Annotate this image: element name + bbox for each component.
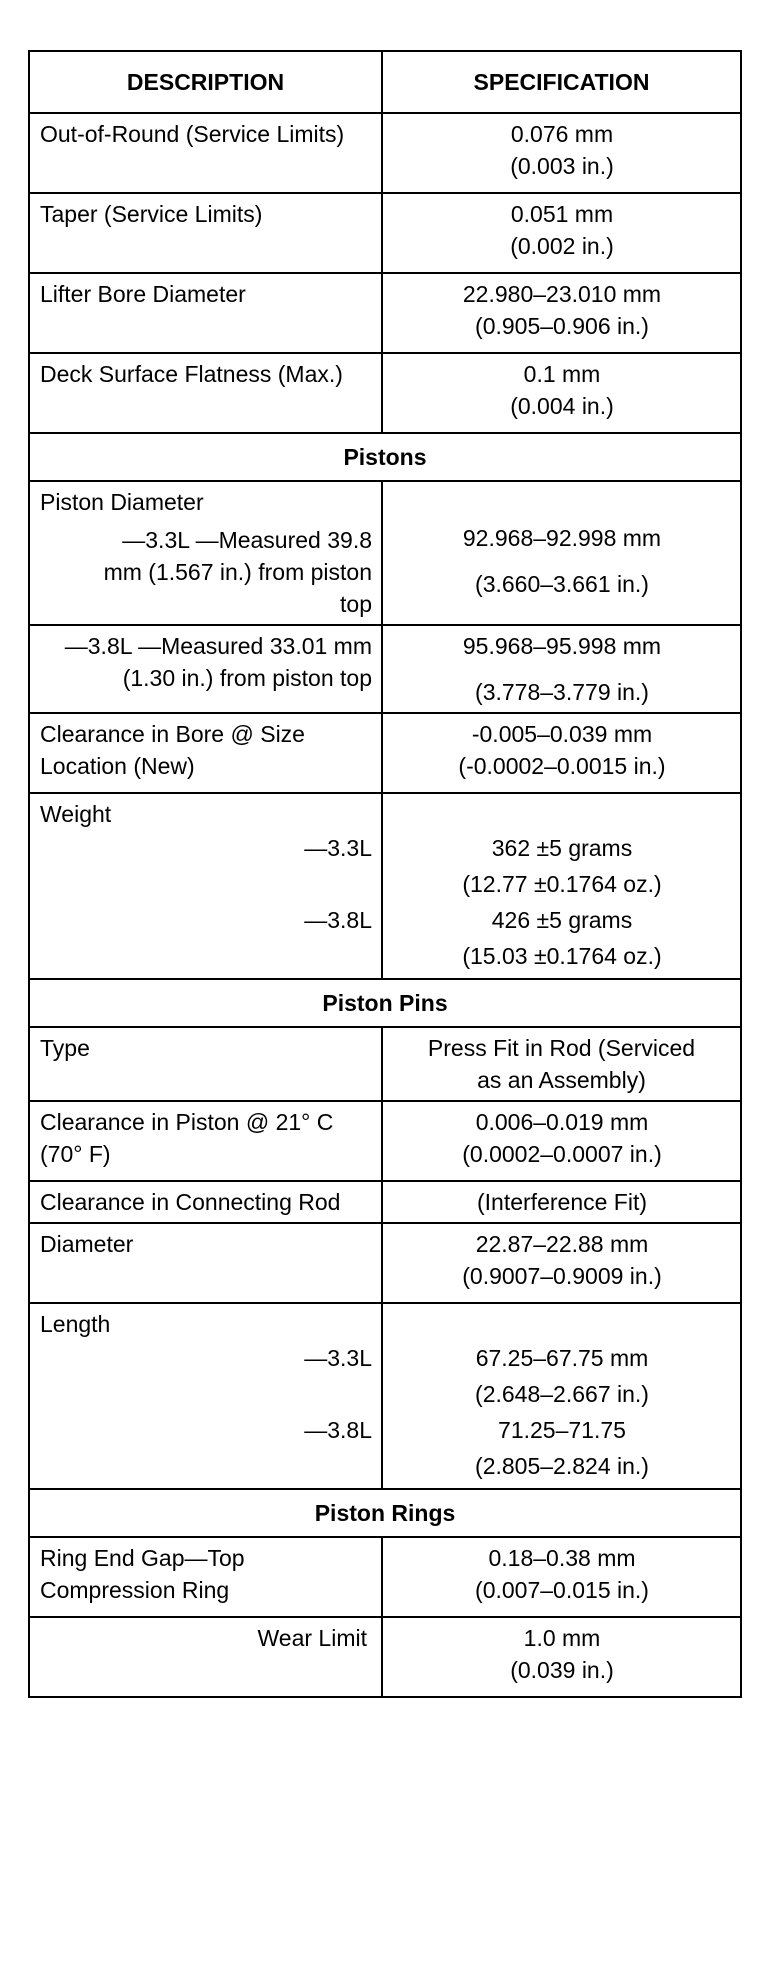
table-row <box>29 1027 741 1101</box>
table-row <box>29 1537 741 1617</box>
spec-metric: 22.980–23.010 mm <box>462 281 662 307</box>
section-title-piston-pins: Piston Pins <box>29 979 741 1027</box>
section-title-piston-rings: Piston Rings <box>29 1489 741 1537</box>
section-title-pistons: Pistons <box>29 433 741 481</box>
table-row <box>29 625 741 713</box>
table-row <box>29 793 741 979</box>
table-row <box>29 481 741 625</box>
spec-metric: 71.25–71.75 <box>498 1417 626 1443</box>
spec-metric: 95.968–95.998 mm <box>462 633 662 659</box>
spec-imperial: (0.007–0.015 in.) <box>475 1577 649 1603</box>
spec-imperial: (0.039 in.) <box>510 1657 614 1683</box>
table-row <box>29 353 741 433</box>
spec-imperial: (3.660–3.661 in.) <box>475 571 649 597</box>
row-description <box>29 793 382 979</box>
row-spec <box>382 1617 741 1697</box>
row-spec <box>382 113 741 193</box>
row-description: Out-of-Round (Service Limits) <box>29 113 382 193</box>
spec-metric: 22.87–22.88 mm <box>475 1231 649 1257</box>
row-spec <box>382 481 741 625</box>
length-33-label: —3.3L <box>304 1345 372 1371</box>
row-description <box>29 481 382 625</box>
row-description: Clearance in Connecting Rod <box>29 1181 382 1223</box>
spec-imperial: (12.77 ±0.1764 oz.) <box>462 871 662 897</box>
spec-imperial: (0.002 in.) <box>510 233 614 259</box>
spec-imperial: (0.003 in.) <box>510 153 614 179</box>
row-spec <box>382 1223 741 1303</box>
table-row <box>29 193 741 273</box>
piston-diameter-33-label: —3.3L —Measured 39.8 mm (1.567 in.) from piston top <box>103 527 372 617</box>
spec-metric: 0.076 mm <box>510 121 614 147</box>
spec-metric: 67.25–67.75 mm <box>475 1345 649 1371</box>
row-description: Type <box>29 1027 382 1101</box>
row-description: Clearance in Piston @ 21° C (70° F) <box>29 1101 382 1181</box>
spec-metric: -0.005–0.039 mm <box>471 721 653 747</box>
table-row <box>29 273 741 353</box>
row-description: Lifter Bore Diameter <box>29 273 382 353</box>
table-row <box>29 1617 741 1697</box>
spec-imperial: (0.0002–0.0007 in.) <box>462 1141 662 1167</box>
row-spec: (Interference Fit) <box>382 1181 741 1223</box>
spec-metric: 0.18–0.38 mm <box>488 1545 636 1571</box>
spec-imperial: (0.004 in.) <box>510 393 614 419</box>
spec-imperial: (-0.0002–0.0015 in.) <box>458 753 666 779</box>
spec-metric: 426 ±5 grams <box>491 907 633 933</box>
spec-metric: 1.0 mm <box>523 1625 601 1651</box>
table-row <box>29 1181 741 1223</box>
row-spec <box>382 793 741 979</box>
row-spec <box>382 273 741 353</box>
row-spec <box>382 193 741 273</box>
header-specification: SPECIFICATION <box>382 51 741 113</box>
table-row <box>29 1303 741 1489</box>
spec-imperial: (3.778–3.779 in.) <box>475 679 649 705</box>
row-description: Wear Limit <box>29 1617 382 1697</box>
length-label: Length <box>40 1311 111 1337</box>
row-spec <box>382 625 741 713</box>
header-description: DESCRIPTION <box>29 51 382 113</box>
weight-33-label: —3.3L <box>304 835 372 861</box>
row-spec <box>382 1537 741 1617</box>
row-spec <box>382 1303 741 1489</box>
spec-metric: 92.968–92.998 mm <box>462 525 662 551</box>
weight-label: Weight <box>40 801 112 827</box>
section-row <box>29 433 741 481</box>
row-spec <box>382 1101 741 1181</box>
table-row <box>29 113 741 193</box>
spec-metric: 0.006–0.019 mm <box>475 1109 649 1135</box>
spec-metric: 0.1 mm <box>523 361 601 387</box>
spec-imperial: (2.805–2.824 in.) <box>475 1453 649 1479</box>
row-description: Deck Surface Flatness (Max.) <box>29 353 382 433</box>
table-row <box>29 713 741 793</box>
piston-diameter-38-label: —3.8L —Measured 33.01 mm (1.30 in.) from piston top <box>64 633 372 691</box>
spec-imperial: (0.905–0.906 in.) <box>475 313 649 339</box>
row-spec: Press Fit in Rod (Serviced as an Assembly) <box>382 1027 741 1101</box>
spec-table <box>28 50 742 1698</box>
row-description: Taper (Service Limits) <box>29 193 382 273</box>
weight-38-label: —3.8L <box>304 907 372 933</box>
row-spec <box>382 353 741 433</box>
spec-imperial: (0.9007–0.9009 in.) <box>462 1263 662 1289</box>
table-row <box>29 1101 741 1181</box>
row-description <box>29 625 382 713</box>
table-row <box>29 1223 741 1303</box>
piston-diameter-label: Piston Diameter <box>40 489 204 515</box>
length-38-label: —3.8L <box>304 1417 372 1443</box>
section-row <box>29 979 741 1027</box>
spec-imperial: (2.648–2.667 in.) <box>475 1381 649 1407</box>
row-description: Diameter <box>29 1223 382 1303</box>
header-row <box>29 51 741 113</box>
row-description: Ring End Gap—Top Compression Ring <box>29 1537 382 1617</box>
spec-imperial: (15.03 ±0.1764 oz.) <box>462 943 662 969</box>
spec-metric: 0.051 mm <box>510 201 614 227</box>
row-spec <box>382 713 741 793</box>
row-description: Clearance in Bore @ Size Location (New) <box>29 713 382 793</box>
row-description <box>29 1303 382 1489</box>
section-row <box>29 1489 741 1537</box>
spec-metric: 362 ±5 grams <box>491 835 633 861</box>
